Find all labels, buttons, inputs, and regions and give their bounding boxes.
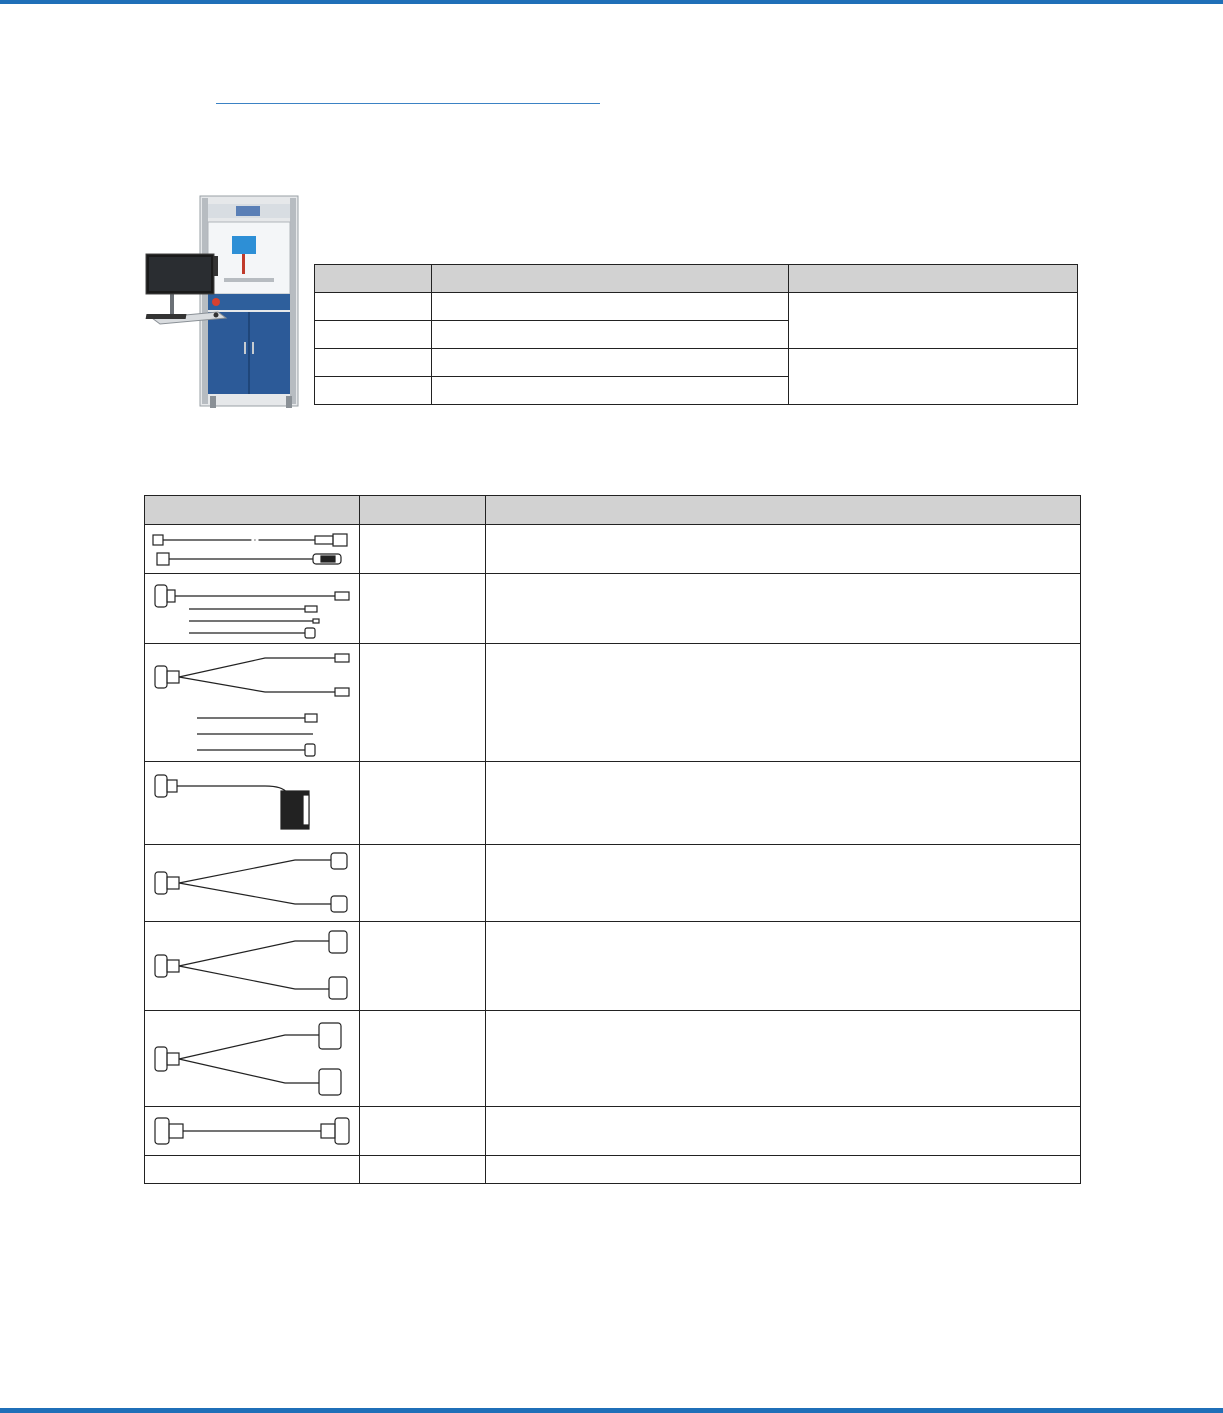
cable-image-cell [145,845,360,922]
cable-table [144,495,1081,1184]
cable-image-cell [145,574,360,644]
description-cell [485,762,1080,845]
table-row [145,525,1081,574]
table-cell [315,349,432,377]
table-row [315,293,1078,321]
hyperlink-underline[interactable] [216,103,600,104]
table-row [145,845,1081,922]
y-split-db25-cable-icon [145,1013,359,1105]
cable-image-cell [145,644,360,762]
table-cell [431,293,789,321]
description-cell [485,1107,1080,1156]
description-cell [485,1011,1080,1107]
table-row [315,349,1078,377]
table-row [145,1011,1081,1107]
table-row [145,1156,1081,1184]
db-cable-with-three-leads-icon [145,575,359,643]
cable-image-cell [145,1011,360,1107]
system-table-header-cell [315,265,432,293]
cable-table-header [145,496,1081,525]
part-number-cell [360,574,486,644]
cable-table-header-cell [485,496,1080,525]
table-cell [315,377,432,405]
table-row [145,644,1081,762]
dual-cable-icon [145,526,359,572]
description-cell [485,574,1080,644]
table-cell [315,293,432,321]
y-split-cable-with-leads-icon [145,646,359,760]
part-number-cell [360,1011,486,1107]
table-row [145,574,1081,644]
cable-table-header-cell [360,496,486,525]
description-cell [485,1156,1080,1184]
cable-image-cell [145,525,360,574]
db-extension-cable-icon [145,1108,359,1154]
description-cell [485,922,1080,1011]
table-row [145,922,1081,1011]
system-table-header-cell [789,265,1078,293]
description-cell [485,845,1080,922]
table-cell [315,321,432,349]
description-cell [485,644,1080,762]
part-number-cell [360,922,486,1011]
y-split-db9-cable-icon [145,846,359,920]
part-number-cell [360,644,486,762]
table-cell [431,321,789,349]
part-number-cell [360,525,486,574]
cable-table-header-cell [145,496,360,525]
table-row [145,1107,1081,1156]
top-rule [0,0,1223,4]
table-cell [789,293,1078,349]
system-table-header-cell [431,265,789,293]
description-cell [485,525,1080,574]
system-table [314,264,1078,405]
cable-image-cell [145,762,360,845]
bottom-rule [0,1408,1223,1413]
system-table-header [315,265,1078,293]
part-number-cell [360,1107,486,1156]
table-cell [789,349,1078,405]
cable-image-cell [145,1107,360,1156]
table-cell [431,349,789,377]
part-number-cell [360,1156,486,1184]
dispensing-robot-workstation-image [140,192,310,422]
table-row [145,762,1081,845]
db-to-terminal-block-cable-icon [145,763,359,843]
table-cell [145,1156,360,1184]
part-number-cell [360,845,486,922]
table-cell [431,377,789,405]
part-number-cell [360,762,486,845]
cable-image-cell [145,922,360,1011]
y-split-db15-cable-icon [145,923,359,1009]
